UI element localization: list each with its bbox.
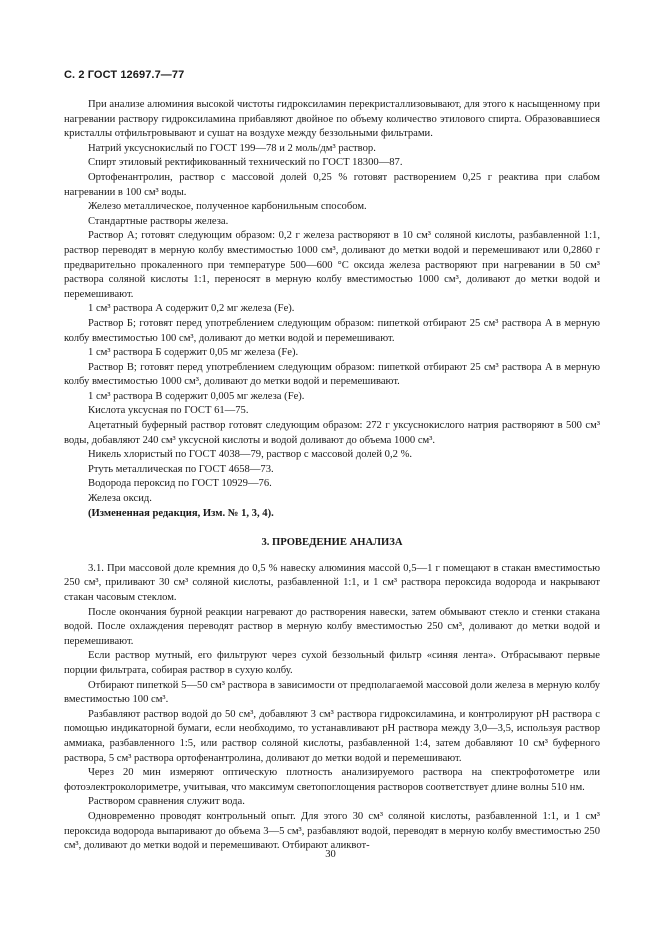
paragraph-filtration: Если раствор мутный, его фильтруют через сухой беззольный фильтр «синяя лента». Отбрасывают первые порции фильтрата, собирая раствор в сухую колбу. bbox=[64, 650, 600, 676]
document-body bbox=[64, 98, 600, 854]
paragraph-nickel-chloride: Никель хлористый по ГОСТ 4038—79, раствор с массовой долей 0,2 %. bbox=[88, 449, 413, 461]
paragraph-hydroxylamine-recrystallization: При анализе алюминия высокой чистоты гидроксиламин перекристаллизовывают, для этого к насыщенному при нагревании раствору гидроксиламина прибавляют двойное по объему количество этилового спирта. Образовавшиеся кристаллы отфильтровывают и сушат на воздухе между беззольными фильтрами. bbox=[64, 99, 600, 140]
section-title: 3. ПРОВЕДЕНИЕ АНАЛИЗА bbox=[261, 537, 403, 549]
paragraph-dilution-ph: Разбавляют раствор водой до 50 см³, добавляют 3 см³ раствора гидроксиламина, и контролируют pH раствора с помощью индикаторной бумаги, если необходимо, то устанавливают pH раствора между 3,0—3,5, используя раствор аммиака, разбавленного 1:5, или раствор соляной кислоты, разбавленной 1:4, затем добавляют 10 см³ буферного раствора, 5 см³ раствора ортофенантролина, доливают до метки водой и перемешивают. bbox=[64, 708, 600, 764]
paragraph-solution-b: Раствор Б; готовят перед употреблением следующим образом: пипеткой отбирают 25 см³ раствора А в мерную колбу вместимостью 100 см³, доливают до метки водой и перемешивают. bbox=[64, 317, 600, 344]
paragraph-control-experiment: Одновременно проводят контрольный опыт. Для этого 30 см³ соляной кислоты, разбавленной 1:1, и 1 см³ пероксида водорода выпаривают до объема 3—5 см³, разбавляют водой, переводят в мерную колбу вместимостью 250 см³, доливают до метки водой и перемешивают. Отбирают аликвот- bbox=[64, 810, 600, 852]
paragraph-solution-b-content: 1 см³ раствора Б содержит 0,05 мг железа (Fe). bbox=[88, 347, 299, 359]
paragraph-solution-v: Раствор В; готовят перед употреблением следующим образом: пипеткой отбирают 25 см³ раствора А в мерную колбу вместимостью 1000 см³, доливают до метки водой и перемешивают. bbox=[64, 361, 600, 388]
page-header: С. 2 ГОСТ 12697.7—77 bbox=[64, 69, 185, 81]
paragraph-iron-oxide: Железа оксид. bbox=[88, 493, 152, 505]
paragraph-3-1: 3.1. При массовой доле кремния до 0,5 % навеску алюминия массой 0,5—1 г помещают в стакан вместимостью 250 см³, приливают 30 см³ соляной кислоты, разбавленной 1:1, и 1 см³ раствора пероксида водорода и накрывают стакан часовым стеклом. bbox=[64, 562, 600, 603]
paragraph-solution-a-content: 1 см³ раствора А содержит 0,2 мг железа (Fe). bbox=[88, 303, 295, 315]
paragraph-orthophenanthroline: Ортофенантролин, раствор с массовой долей 0,25 % готовят растворением 0,25 г реактива при слабом нагревании в 100 см³ воды. bbox=[64, 171, 600, 198]
paragraph-standard-solutions: Стандартные растворы железа. bbox=[88, 215, 229, 227]
edition-note: (Измененная редакция, Изм. № 1, 3, 4). bbox=[88, 507, 274, 519]
paragraph-solution-a: Раствор А; готовят следующим образом: 0,2 г железа растворяют в 10 см³ соляной кислоты, разбавленной 1:1, раствор переводят в мерную колбу вместимостью 1000 см³, доливают до метки водой и перемешивают или 0,2860 г предварительно прокаленного при температуре 500—600 °С оксида железа растворяют при нагревании в 50 см³ раствора соляной кислоты 1:1, переносят в мерную колбу вместимостью 1000 см³, доливают до метки водой и перемешивают. bbox=[64, 230, 600, 300]
paragraph-solution-v-content: 1 см³ раствора В содержит 0,005 мг железа (Fe). bbox=[88, 390, 305, 402]
paragraph-ethyl-alcohol: Спирт этиловый ректификованный технический по ГОСТ 18300—87. bbox=[88, 157, 403, 169]
paragraph-dissolution: После окончания бурной реакции нагревают до растворения навески, затем обмывают стекло и стенки стакана водой. После охлаждения переводят раствор в мерную колбу вместимостью 250 см³, доливают до метки водой и перемешивают. bbox=[64, 606, 600, 647]
paragraph-iron-metal: Железо металлическое, полученное карбонильным способом. bbox=[88, 201, 367, 213]
page-number: 30 bbox=[325, 849, 336, 860]
paragraph-acetate-buffer: Ацетатный буферный раствор готовят следующим образом: 272 г уксуснокислого натрия растворяют в 500 см³ воды, добавляют 240 см³ уксусной кислоты и водой доливают до объема 1000 см³. bbox=[64, 420, 600, 446]
paragraph-sodium-acetate: Натрий уксуснокислый по ГОСТ 199—78 и 2 моль/дм³ раствор. bbox=[88, 142, 376, 154]
paragraph-aliquot: Отбирают пипеткой 5—50 см³ раствора в зависимости от предполагаемой массовой доли железа в мерную колбу вместимостью 100 см³. bbox=[64, 679, 600, 706]
paragraph-reference-solution: Раствором сравнения служит вода. bbox=[88, 796, 245, 808]
paragraph-mercury: Ртуть металлическая по ГОСТ 4658—73. bbox=[88, 463, 274, 475]
paragraph-measurement: Через 20 мин измеряют оптическую плотность анализируемого раствора на спектрофотометре или фотоэлектроколориметре, учитывая, что максимум светопоглощения растворов соответствует длине волны 510 нм. bbox=[64, 767, 600, 793]
paragraph-hydrogen-peroxide: Водорода пероксид по ГОСТ 10929—76. bbox=[88, 478, 272, 490]
paragraph-acetic-acid: Кислота уксусная по ГОСТ 61—75. bbox=[88, 405, 249, 417]
